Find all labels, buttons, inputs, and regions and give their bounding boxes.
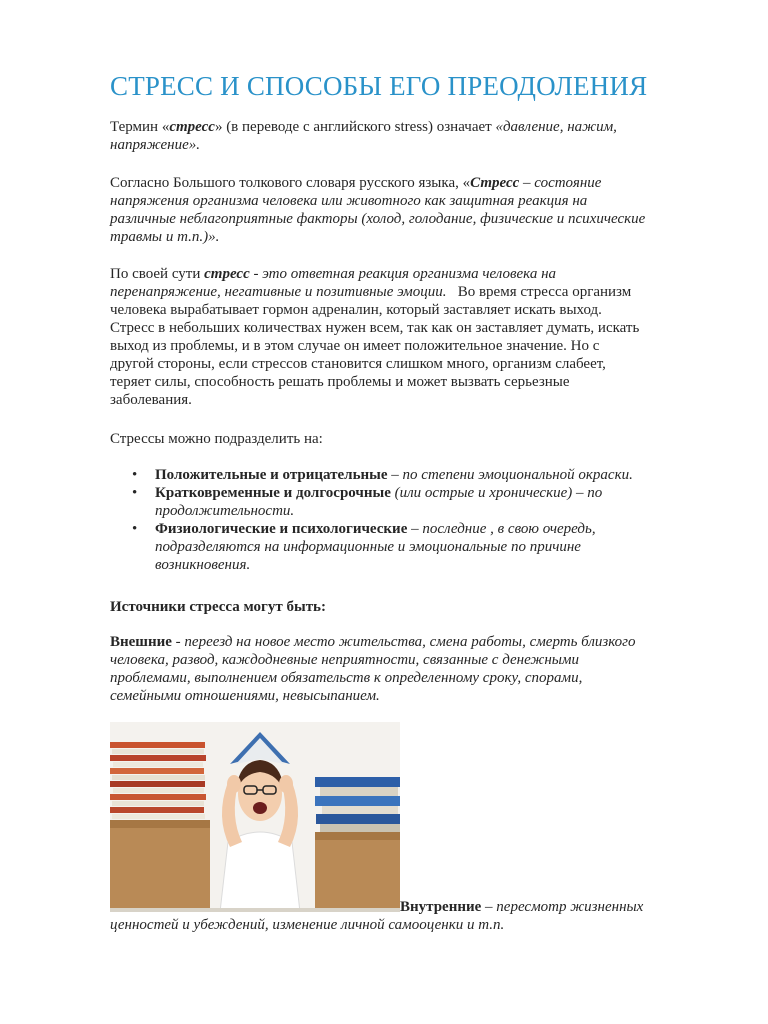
- paragraph-classification: [110, 430, 710, 448]
- paragraph-dictionary: [110, 174, 710, 246]
- text: Во время стресса организм: [446, 284, 632, 300]
- text: По своей сути: [110, 266, 205, 282]
- text: теряет силы, способность решать проблемы и может вызвать серьезные: [110, 374, 570, 390]
- term-stress: стресс: [169, 119, 215, 135]
- text: - это ответная реакция организма человека на: [249, 266, 557, 282]
- text: Стрессы можно подразделить на:: [110, 431, 323, 447]
- external-label: Внешние: [110, 634, 172, 650]
- list-item-text: – последние , в свою очередь,: [407, 521, 596, 537]
- paragraph-internal: [400, 898, 643, 916]
- list-item-title: Кратковременные и долгосрочные: [155, 485, 391, 501]
- list-item-text: возникновения.: [155, 557, 251, 573]
- illustration-svg: [110, 722, 400, 912]
- list-item: [110, 520, 710, 574]
- text: напряжения организма человека или животного как защитная реакция на: [110, 193, 588, 209]
- text: различные неблагоприятные факторы (холод, голодание, физические и психические: [110, 211, 646, 227]
- text: » (в переводе с английского stress) означает: [214, 119, 496, 135]
- text: проблемами, выполнением обязательств к определенному сроку, спорами,: [110, 670, 583, 686]
- stressed-woman-illustration: [110, 722, 400, 912]
- sources-heading: Источники стресса могут быть:: [110, 599, 326, 615]
- list-item-text: – по степени эмоциональной окраски.: [387, 467, 633, 483]
- list-item-title: Положительные и отрицательные: [155, 467, 388, 483]
- right-binder-stack: [315, 777, 400, 832]
- list-item: [110, 484, 710, 520]
- text: выход из проблемы, и в этом случае он имеет положительное значение. Но с: [110, 338, 600, 354]
- text: семейными отношениями, невысыпанием.: [110, 688, 380, 704]
- text: перенапряжение, негативные и позитивные эмоции.: [110, 284, 447, 300]
- list-item-text: подразделяются на информационные и эмоциональные по причине: [155, 539, 581, 555]
- paragraph-essence: [110, 265, 710, 409]
- text: человека вырабатывает гормон адреналин, который заставляет искать выход.: [110, 302, 602, 318]
- text: ценностей и убеждений, изменение личной самооценки и т.п.: [110, 917, 505, 933]
- text: травмы и т.п.)».: [110, 229, 220, 245]
- text: Согласно Большого толкового словаря русского языка, «: [110, 175, 471, 191]
- definition: «давление, нажим,: [495, 119, 617, 135]
- list-item: [110, 466, 710, 484]
- text: Стресс в небольших количествах нужен всем, так как он заставляет думать, искать: [110, 320, 640, 336]
- sources-heading-block: [110, 598, 710, 616]
- stress-types-list: [110, 466, 710, 574]
- page-title: СТРЕСС И СПОСОБЫ ЕГО ПРЕОДОЛЕНИЯ: [110, 71, 648, 101]
- text: человека, развод, каждодневные неприятности, связанные с денежными: [110, 652, 579, 668]
- text: - переезд на новое место жительства, смена работы, смерть близкого: [171, 634, 636, 650]
- text: заболевания.: [110, 392, 192, 408]
- text: – состояние: [519, 175, 602, 191]
- text: Термин «: [110, 119, 170, 135]
- definition-cont: напряжение».: [110, 137, 200, 153]
- paragraph-external: [110, 633, 710, 705]
- text: другой стороны, если стрессов становится слишком много, организм слабеет,: [110, 356, 606, 372]
- text: – пересмотр жизненных: [481, 899, 644, 915]
- list-item-text: продолжительности.: [155, 503, 295, 519]
- term-stress: Стресс: [470, 175, 520, 191]
- paragraph-internal-cont: [110, 916, 504, 934]
- list-item-title: Физиологические и психологические: [155, 521, 408, 537]
- term-stress: стресс: [204, 266, 250, 282]
- list-item-text: (или острые и хронические) – по: [390, 485, 603, 501]
- internal-label: Внутренние: [400, 899, 482, 915]
- paragraph-term: [110, 118, 710, 154]
